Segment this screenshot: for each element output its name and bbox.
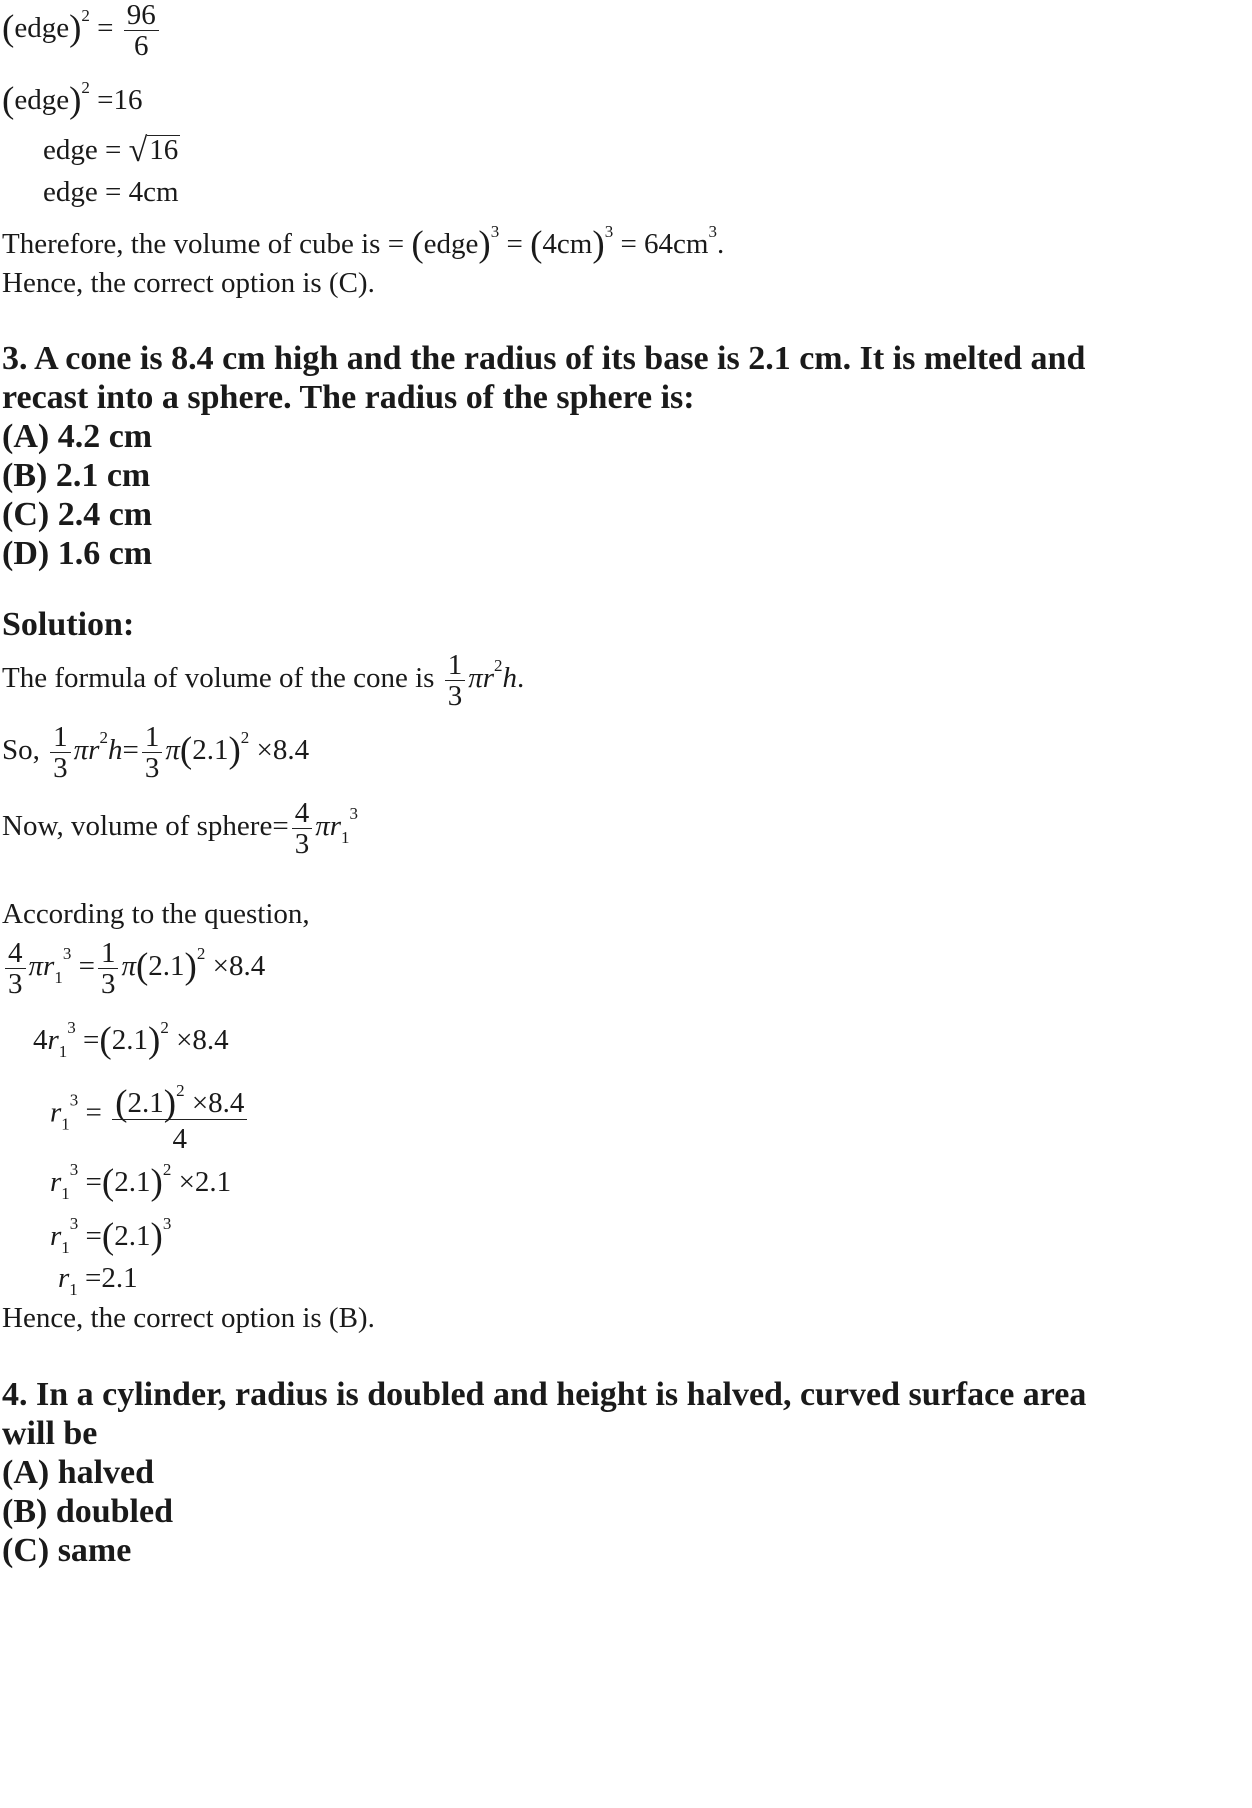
text: The formula of volume of the cone is xyxy=(2,662,435,695)
eq-r1-equals-2-1 xyxy=(58,1262,138,1300)
exp: 3 xyxy=(708,222,717,241)
equals: = xyxy=(78,950,95,983)
number: 2.1 xyxy=(148,950,185,983)
equals: = xyxy=(83,1024,100,1056)
subscript: 1 xyxy=(341,828,350,848)
pi: π xyxy=(468,662,483,695)
fraction xyxy=(112,1076,247,1154)
fraction xyxy=(445,650,466,711)
number: 2.1 xyxy=(114,1166,151,1198)
q3-line-2: recast into a sphere. The radius of the sphere is: xyxy=(2,379,695,416)
exp: 3 xyxy=(69,1090,79,1110)
exp: 2 xyxy=(196,944,206,964)
q3-option-c: (C) 2.4 cm xyxy=(2,496,153,533)
exp: 3 xyxy=(62,944,72,964)
times: × xyxy=(256,734,273,767)
number: 4 xyxy=(33,1024,48,1056)
number: 2.1 xyxy=(114,1220,151,1252)
paren: ) xyxy=(228,730,241,772)
paren: ) xyxy=(69,80,82,121)
eq-edge-squared-96-over-6 xyxy=(2,0,162,61)
sqrt-symbol: √ xyxy=(128,132,148,169)
times: × xyxy=(178,1166,195,1198)
exp: 3 xyxy=(162,1214,172,1233)
paren: ) xyxy=(150,1216,163,1257)
unit: cm xyxy=(143,176,179,208)
subscript: 1 xyxy=(61,1238,70,1257)
var-edge: edge xyxy=(43,176,98,208)
denominator: 3 xyxy=(100,968,116,1000)
paren: ( xyxy=(2,8,15,50)
var-edge: edge xyxy=(14,84,70,116)
exp: 3 xyxy=(604,222,614,241)
equals: = xyxy=(97,12,114,45)
paren: ) xyxy=(592,224,605,265)
var-r: r xyxy=(50,1096,62,1129)
equals: = xyxy=(105,134,122,166)
exp: 2 xyxy=(162,1160,172,1179)
eq-edge-squared-16 xyxy=(2,78,143,121)
denominator: 6 xyxy=(134,30,149,62)
subscript: 1 xyxy=(61,1114,70,1134)
var-h: h xyxy=(502,662,518,695)
fraction xyxy=(5,938,26,999)
now-volume-sphere-line xyxy=(2,798,358,859)
pi: π xyxy=(28,950,44,983)
pi: π xyxy=(315,810,330,843)
exp: 2 xyxy=(494,656,503,676)
exp: 2 xyxy=(81,6,90,26)
paren: ( xyxy=(101,1216,115,1257)
numerator: 1 xyxy=(50,722,71,753)
q4-line-2: will be xyxy=(2,1415,98,1452)
unit: cm xyxy=(673,228,709,260)
equals: = xyxy=(85,1220,102,1252)
so-line xyxy=(2,722,309,783)
var-edge: edge xyxy=(423,228,479,260)
paren: ( xyxy=(179,730,193,772)
denominator: 3 xyxy=(294,828,310,860)
equals: = xyxy=(85,1262,102,1294)
subscript: 1 xyxy=(54,968,63,988)
number: 2.1 xyxy=(101,1262,138,1294)
paren: ) xyxy=(478,224,491,265)
q3-line-1: 3. A cone is 8.4 cm high and the radius of its base is 2.1 cm. It is melted and xyxy=(2,340,1086,377)
hence-option-b: Hence, the correct option is (B). xyxy=(2,1302,375,1334)
numerator: 1 xyxy=(445,650,466,681)
eq-4r1-cubed xyxy=(33,1018,229,1062)
paren: ( xyxy=(101,1162,115,1203)
numerator: 1 xyxy=(98,938,119,969)
denominator: 3 xyxy=(53,752,68,784)
eq-edge-sqrt-16 xyxy=(43,132,180,170)
exp: 3 xyxy=(69,1160,79,1179)
exp: 2 xyxy=(81,78,90,97)
eq-r1-cubed-2-1-cubed xyxy=(50,1214,171,1258)
number: 8.4 xyxy=(192,1024,229,1056)
fraction xyxy=(98,938,119,999)
equals: = xyxy=(85,1166,102,1198)
number: 2.1 xyxy=(194,1166,232,1198)
equals: = xyxy=(122,734,139,767)
number: 64 xyxy=(644,228,674,260)
exp: 2 xyxy=(160,1018,169,1037)
fraction xyxy=(124,0,159,61)
var-h: h xyxy=(107,734,123,767)
eq-r1-cubed-times-2-1 xyxy=(50,1160,231,1204)
hence-option-c: Hence, the correct option is (C). xyxy=(2,267,375,299)
number: 2.1 xyxy=(192,734,229,767)
period: . xyxy=(517,662,525,695)
var-r: r xyxy=(50,1220,62,1252)
exp: 2 xyxy=(176,1081,185,1100)
number: 8.4 xyxy=(228,950,266,983)
text: So, xyxy=(2,734,40,767)
number: 16 xyxy=(113,84,143,116)
eq-r1-cubed-fraction xyxy=(50,1076,250,1154)
denominator: 3 xyxy=(8,968,23,1000)
q3-option-a: (A) 4.2 cm xyxy=(2,418,153,455)
period: . xyxy=(716,228,725,260)
numerator xyxy=(112,1076,247,1124)
equals: = xyxy=(105,176,122,208)
numerator: 1 xyxy=(142,722,163,753)
paren: ( xyxy=(115,1083,128,1124)
exp: 2 xyxy=(99,728,108,748)
number: 8.4 xyxy=(208,1087,245,1119)
paren: ) xyxy=(69,8,82,50)
equals: = xyxy=(97,84,114,116)
unit: cm xyxy=(556,228,593,260)
var-r: r xyxy=(47,1024,59,1056)
exp: 3 xyxy=(490,222,500,241)
eq-edge-4cm xyxy=(43,176,179,209)
var-r: r xyxy=(482,662,495,695)
times: × xyxy=(176,1024,193,1056)
var-r: r xyxy=(43,950,55,983)
fraction xyxy=(50,722,71,783)
solution-heading: Solution: xyxy=(2,606,135,643)
fraction xyxy=(292,798,313,859)
var-edge: edge xyxy=(43,134,98,166)
exp: 3 xyxy=(67,1018,76,1037)
paren: ) xyxy=(150,1162,163,1203)
exp: 3 xyxy=(69,1214,79,1233)
exp: 3 xyxy=(349,804,359,824)
times: × xyxy=(191,1087,209,1119)
q3-option-d: (D) 1.6 cm xyxy=(2,535,153,572)
q3-option-b: (B) 2.1 cm xyxy=(2,457,151,494)
paren: ) xyxy=(147,1020,161,1061)
subscript: 1 xyxy=(58,1042,68,1061)
q4-option-b: (B) doubled xyxy=(2,1493,173,1530)
eq-sphere-equals-cone xyxy=(2,938,265,999)
var-r: r xyxy=(329,810,342,843)
pi: π xyxy=(121,950,136,983)
q4-option-c: (C) same xyxy=(2,1532,132,1569)
formula-cone-line xyxy=(2,650,524,711)
denominator: 3 xyxy=(447,680,463,712)
according-line: According to the question, xyxy=(2,898,310,930)
number: 4 xyxy=(542,228,557,260)
volume-of-cube-line xyxy=(2,222,725,265)
equals: = xyxy=(387,228,405,260)
number: 2.1 xyxy=(111,1024,148,1056)
var-edge: edge xyxy=(14,12,70,45)
denominator: 4 xyxy=(172,1123,188,1155)
numerator: 96 xyxy=(124,0,159,31)
paren: ) xyxy=(184,946,197,988)
subscript: 1 xyxy=(69,1280,78,1299)
denominator: 3 xyxy=(144,752,160,784)
number: 4 xyxy=(128,176,144,208)
fraction xyxy=(142,722,163,783)
var-r: r xyxy=(58,1262,70,1294)
paren: ( xyxy=(530,224,543,265)
numerator: 4 xyxy=(5,938,26,969)
equals: = xyxy=(620,228,637,260)
numerator: 4 xyxy=(292,798,313,829)
paren: ( xyxy=(411,224,424,265)
times: × xyxy=(212,950,229,983)
equals: = xyxy=(506,228,523,260)
number: 8.4 xyxy=(272,734,310,767)
text: Therefore, the volume of cube is xyxy=(2,228,381,260)
q4-line-1: 4. In a cylinder, radius is doubled and height is halved, curved surface area xyxy=(2,1376,1087,1413)
number: 2.1 xyxy=(127,1087,164,1119)
q4-option-a: (A) halved xyxy=(2,1454,155,1491)
paren: ( xyxy=(99,1020,112,1061)
paren: ( xyxy=(135,946,149,988)
subscript: 1 xyxy=(61,1184,70,1203)
var-r: r xyxy=(88,734,100,767)
paren: ( xyxy=(2,80,15,121)
pi: π xyxy=(73,734,89,767)
text: Now, volume of sphere= xyxy=(2,810,289,843)
radicand: 16 xyxy=(149,134,179,166)
pi: π xyxy=(165,734,180,767)
equals: = xyxy=(85,1096,102,1129)
paren: ) xyxy=(163,1083,177,1124)
exp: 2 xyxy=(240,728,250,748)
var-r: r xyxy=(50,1166,62,1198)
